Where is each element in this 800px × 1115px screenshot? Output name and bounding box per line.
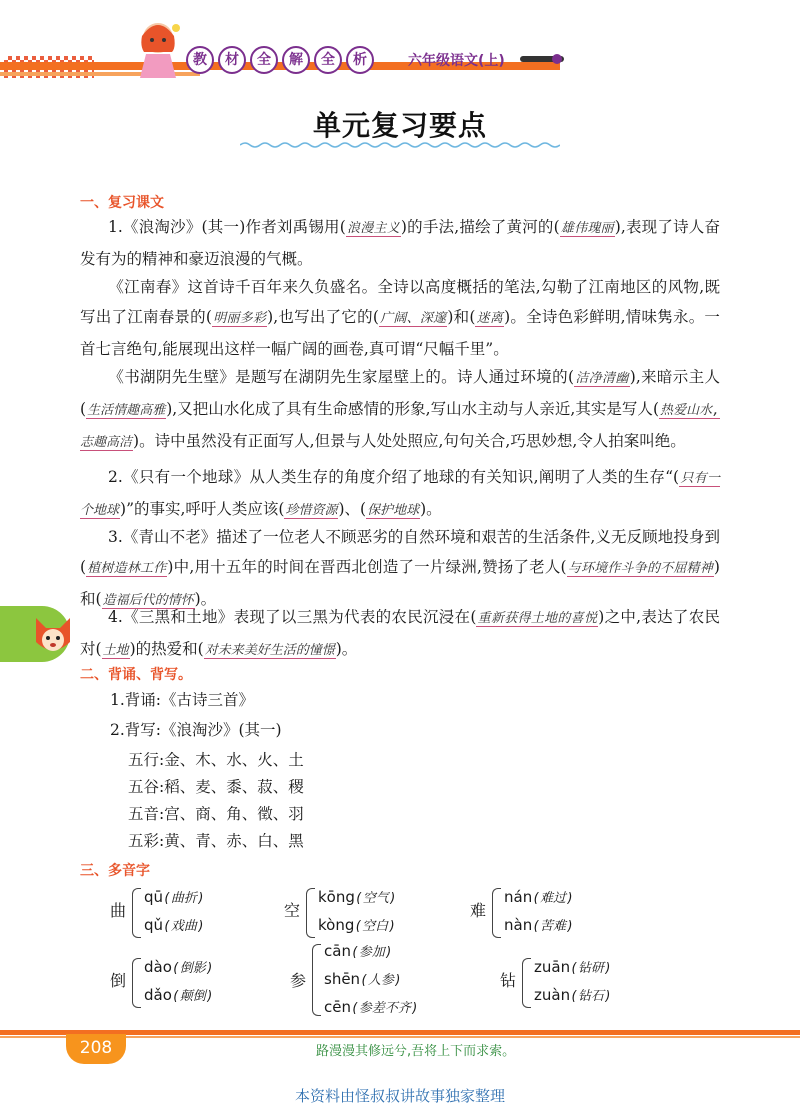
series-char: 教: [186, 46, 214, 74]
recite-line: 五谷:稻、麦、黍、菽、稷: [128, 778, 304, 796]
brace: [132, 958, 141, 1008]
recite-line: 五行:金、木、水、火、土: [128, 751, 304, 769]
section-heading-recite: 二、背诵、背写。: [80, 667, 192, 683]
source-credit: 本资料由怪叔叔讲故事独家整理: [294, 1087, 505, 1105]
series-char: 析: [346, 46, 374, 74]
paragraph-qingshan: 3.《青山不老》描述了一位老人不顾恶劣的自然环境和艰苦的生活条件,义无反顾地投身到(植树造林工作)中,用十五年的时间在晋西北创造了一片绿洲,赞扬了老人(与环境作斗争的不屈精神)和(造福后代的情怀)。: [80, 528, 720, 608]
page-number: 208: [66, 1034, 126, 1064]
paragraph-jiangnanchun: 《江南春》这首诗千百年来久负盛名。全诗以高度概括的笔法,勾勒了江南地区的风物,既写出了江南春景的(明丽多彩),也写出了它的(广阔、深邃)和(迷离)。全诗色彩鲜明,情味隽永。一首七言绝句,能展现出这样一幅广阔的画卷,真可谓“尺幅千里”。: [80, 278, 720, 358]
recite-line: 五音:宫、商、角、徵、羽: [128, 805, 304, 823]
paragraph-sanhei: 4.《三黑和土地》表现了以三黑为代表的农民沉浸在(重新获得土地的喜悦)之中,表达了农民对(土地)的热爱和(对未来美好生活的憧憬)。: [80, 608, 720, 658]
recite-line: 1.背诵:《古诗三首》: [110, 691, 255, 709]
polyphone-char: 空: [284, 901, 301, 920]
mascot-girl-icon: [132, 18, 184, 80]
paragraph-shuhuyin: 《书湖阴先生壁》是题写在湖阴先生家屋壁上的。诗人通过环境的(洁净清幽),来暗示主人(生活情趣高雅),又把山水化成了具有生命感情的形象,写山水主动与人亲近,其实是写人(热爱山水,志趣高洁)。诗中虽然没有正面写人,但景与人处处照应,句句关合,巧思妙想,令人拍案叫绝。: [80, 368, 720, 450]
polyphone-char: 倒: [110, 971, 127, 990]
polyphone-char: 钻: [500, 971, 517, 990]
recite-line: 2.背写:《浪淘沙》(其一): [110, 721, 282, 739]
brace: [492, 888, 501, 938]
series-char: 全: [314, 46, 342, 74]
polyphone-char: 曲: [110, 901, 127, 920]
section-heading-review: 一、复习课文: [80, 195, 164, 211]
paragraph-langtaosha: 1.《浪淘沙》(其一)作者刘禹锡用(浪漫主义)的手法,描绘了黄河的(雄伟瑰丽),表现了诗人奋发有为的精神和豪迈浪漫的气概。: [80, 218, 720, 268]
fox-mascot-icon: [30, 612, 76, 658]
polyphone-group: 钻 zuān(钻研) zuàn(钻石): [500, 954, 670, 1014]
title-wave-decoration: [240, 141, 560, 149]
polyphone-char: 难: [470, 901, 487, 920]
polyphone-group: 倒 dào(倒影) dǎo(颠倒): [110, 954, 270, 1014]
polyphone-char: 参: [290, 971, 307, 990]
polyphone-group: 难 nán(难过) nàn(苦难): [470, 884, 640, 944]
polyphone-group: 空 kōng(空气) kòng(空白): [284, 884, 454, 944]
series-char: 解: [282, 46, 310, 74]
brace: [312, 944, 321, 1016]
brace: [306, 888, 315, 938]
brace: [522, 958, 531, 1008]
polyphone-group: 曲 qū(曲折) qǔ(戏曲): [110, 884, 270, 944]
series-title: [186, 46, 374, 74]
series-char: 全: [250, 46, 278, 74]
brace: [132, 888, 141, 938]
pen-tip-icon: [552, 54, 562, 64]
series-char: 材: [218, 46, 246, 74]
section-heading-polyphones: 三、多音字: [80, 863, 150, 879]
page-title: 单元复习要点: [312, 109, 487, 142]
recite-line: 五彩:黄、青、赤、白、黑: [128, 832, 304, 850]
paragraph-earth: 2.《只有一个地球》从人类生存的角度介绍了地球的有关知识,阐明了人类的生存“(只有一个地球)”的事实,呼吁人类应该(珍惜资源)、(保护地球)。: [80, 468, 720, 518]
footer-motto: 路漫漫其修远兮,吾将上下而求索。: [316, 1044, 516, 1059]
polyphone-group: 参 cān(参加) shēn(人参) cēn(参差不齐): [290, 942, 419, 1016]
grade-label: 六年级语文(上): [408, 53, 505, 69]
